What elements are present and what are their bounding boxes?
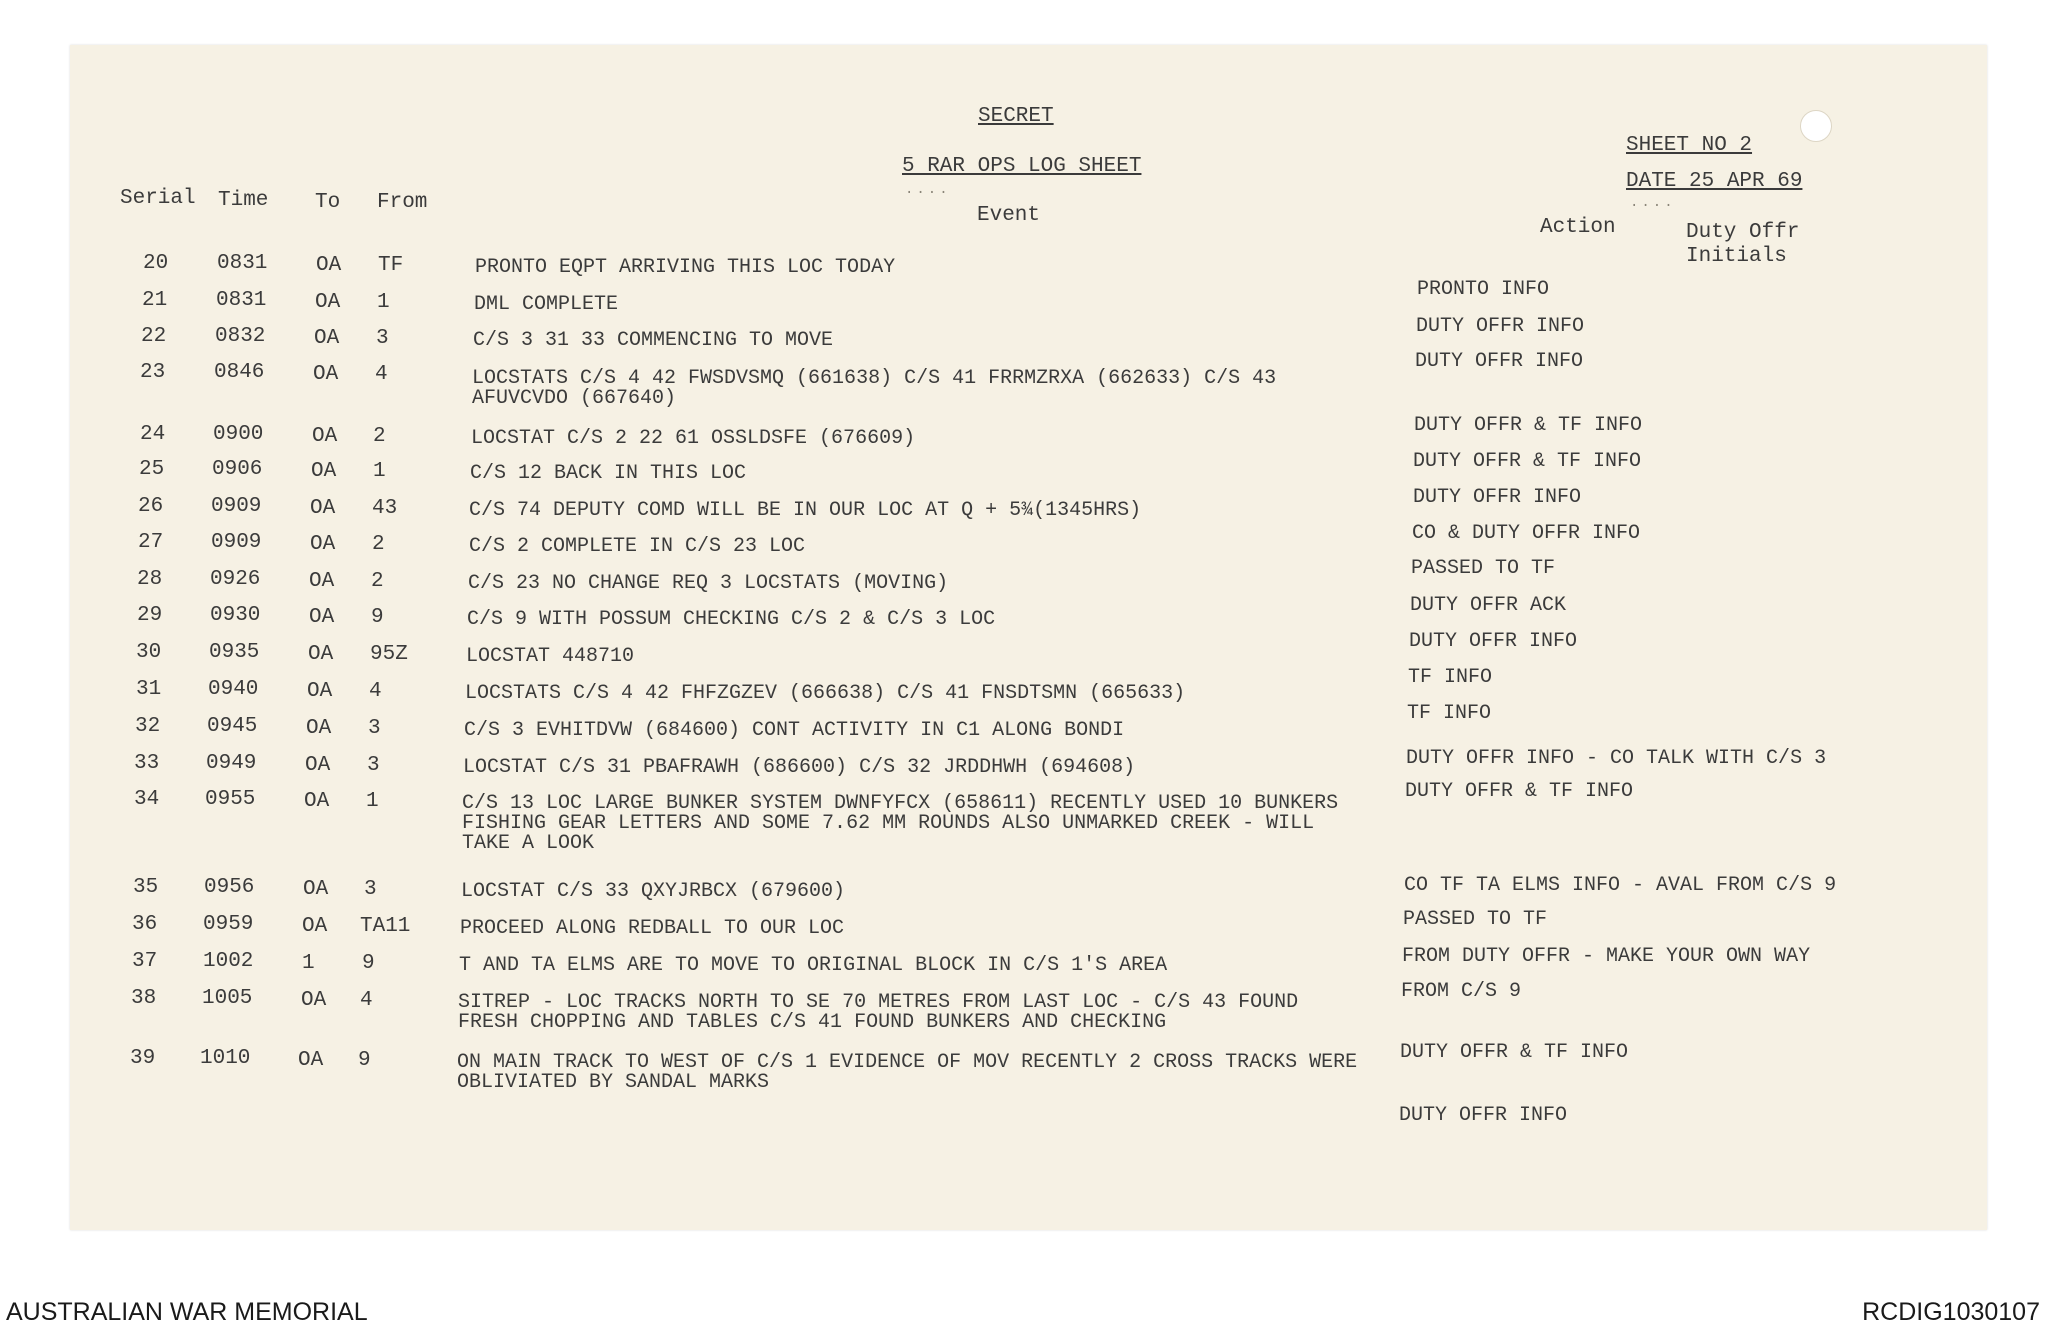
event-text-line: ON MAIN TRACK TO WEST OF C/S 1 EVIDENCE OF MOV RECENTLY 2 CROSS TRACKS WERE: [457, 1051, 1358, 1074]
event-text-line: C/S 3 31 33 COMMENCING TO MOVE: [473, 329, 834, 352]
action-entry: DUTY OFFR INFO - CO TALK WITH C/S 3: [1406, 747, 1827, 770]
serial-cell: 33: [134, 752, 160, 775]
col-header-duty-offr: Duty Offr: [1686, 221, 1800, 244]
to-cell: OA: [309, 570, 335, 593]
event-text-line: C/S 12 BACK IN THIS LOC: [470, 462, 747, 485]
from-cell: 9: [371, 606, 384, 629]
event-text-line: C/S 74 DEPUTY COMD WILL BE IN OUR LOC AT Q + 5¾(1345HRS): [469, 499, 1142, 522]
serial-cell: 21: [142, 289, 168, 312]
event-text-line: OBLIVIATED BY SANDAL MARKS: [457, 1071, 770, 1094]
event-text-line: PRONTO EQPT ARRIVING THIS LOC TODAY: [475, 256, 896, 279]
to-cell: OA: [313, 363, 339, 386]
to-cell: OA: [315, 291, 341, 314]
time-cell: 0831: [217, 252, 268, 275]
time-cell: 0846: [214, 361, 265, 384]
to-cell: 1: [302, 952, 315, 975]
event-text-line: FRESH CHOPPING AND TABLES C/S 41 FOUND BUNKERS AND CHECKING: [458, 1011, 1167, 1034]
serial-cell: 22: [141, 325, 167, 348]
serial-cell: 23: [140, 361, 166, 384]
event-text-line: C/S 23 NO CHANGE REQ 3 LOCSTATS (MOVING): [468, 572, 949, 595]
serial-cell: 34: [134, 788, 160, 811]
from-cell: 4: [360, 989, 373, 1012]
serial-cell: 29: [137, 604, 163, 627]
time-cell: 0930: [210, 604, 261, 627]
time-cell: 0909: [211, 495, 262, 518]
to-cell: OA: [310, 533, 336, 556]
col-header-initials: Initials: [1686, 245, 1787, 268]
serial-cell: 38: [131, 987, 157, 1010]
footer-reference: RCDIG1030107: [1862, 1298, 2040, 1326]
time-cell: 0959: [203, 913, 254, 936]
from-cell: 2: [373, 425, 386, 448]
from-cell: 1: [373, 460, 386, 483]
col-header-action: Action: [1540, 216, 1616, 239]
event-text-line: C/S 13 LOC LARGE BUNKER SYSTEM DWNFYFCX (658611) RECENTLY USED 10 BUNKERS: [462, 792, 1339, 815]
action-entry: TF INFO: [1408, 666, 1493, 689]
action-entry: DUTY OFFR INFO: [1416, 315, 1585, 338]
from-cell: 9: [362, 952, 375, 975]
from-cell: 2: [371, 570, 384, 593]
event-text-line: LOCSTAT C/S 2 22 61 OSSLDSFE (676609): [471, 427, 916, 450]
serial-cell: 35: [133, 876, 159, 899]
event-text-line: T AND TA ELMS ARE TO MOVE TO ORIGINAL BLOCK IN C/S 1'S AREA: [459, 954, 1168, 977]
from-cell: TA11: [360, 915, 411, 938]
title-dots: ····: [905, 185, 951, 201]
time-cell: 0956: [204, 876, 255, 899]
classification-heading: SECRET: [978, 105, 1054, 128]
to-cell: OA: [304, 790, 330, 813]
event-text-line: LOCSTAT C/S 31 PBAFRAWH (686600) C/S 32 JRDDHWH (694608): [463, 756, 1136, 779]
action-entry: TF INFO: [1407, 702, 1492, 725]
action-entry: DUTY OFFR INFO: [1415, 350, 1584, 373]
serial-cell: 28: [137, 568, 163, 591]
event-text-line: DML COMPLETE: [474, 293, 619, 316]
from-cell: 3: [364, 878, 377, 901]
time-cell: 0926: [210, 568, 261, 591]
time-cell: 0909: [211, 531, 262, 554]
event-text-line: LOCSTAT C/S 33 QXYJRBCX (679600): [461, 880, 846, 903]
col-header-time: Time: [218, 189, 269, 212]
to-cell: OA: [306, 717, 332, 740]
from-cell: 4: [369, 680, 382, 703]
to-cell: OA: [314, 327, 340, 350]
footer-source: AUSTRALIAN WAR MEMORIAL: [6, 1298, 368, 1326]
serial-cell: 27: [138, 531, 164, 554]
from-cell: 9: [358, 1049, 371, 1072]
to-cell: OA: [301, 989, 327, 1012]
from-cell: 2: [372, 533, 385, 556]
event-text-line: FISHING GEAR LETTERS AND SOME 7.62 MM ROUNDS ALSO UNMARKED CREEK - WILL: [462, 812, 1315, 835]
action-entry: FROM DUTY OFFR - MAKE YOUR OWN WAY: [1402, 945, 1811, 968]
event-text-line: AFUVCVDO (667640): [472, 387, 677, 410]
event-text-line: SITREP - LOC TRACKS NORTH TO SE 70 METRES FROM LAST LOC - C/S 43 FOUND: [458, 991, 1299, 1014]
event-text-line: C/S 2 COMPLETE IN C/S 23 LOC: [469, 535, 806, 558]
serial-cell: 37: [132, 950, 158, 973]
action-entry: DUTY OFFR INFO: [1413, 486, 1582, 509]
col-header-to: To: [315, 191, 341, 214]
action-entry: CO & DUTY OFFR INFO: [1412, 522, 1641, 545]
time-cell: 0955: [205, 788, 256, 811]
to-cell: OA: [307, 680, 333, 703]
serial-cell: 25: [139, 458, 165, 481]
event-text-line: LOCSTATS C/S 4 42 FHFZGZEV (666638) C/S 41 FNSDTSMN (665633): [465, 682, 1186, 705]
date-dots: ····: [1630, 198, 1676, 214]
from-cell: 43: [372, 497, 398, 520]
from-cell: 3: [367, 754, 380, 777]
time-cell: 0949: [206, 752, 257, 775]
from-cell: TF: [378, 254, 404, 277]
from-cell: 1: [377, 291, 390, 314]
time-cell: 0831: [216, 289, 267, 312]
action-entry: DUTY OFFR & TF INFO: [1413, 450, 1642, 473]
from-cell: 4: [375, 363, 388, 386]
col-header-serial: Serial: [120, 187, 196, 210]
event-text-line: LOCSTAT 448710: [466, 645, 635, 668]
punch-hole: [1800, 110, 1832, 142]
to-cell: OA: [305, 754, 331, 777]
time-cell: 0832: [215, 325, 266, 348]
from-cell: 95Z: [370, 643, 408, 666]
action-entry: PRONTO INFO: [1417, 278, 1550, 301]
time-cell: 1010: [200, 1047, 251, 1070]
sheet-title: 5 RAR OPS LOG SHEET: [902, 155, 1142, 178]
serial-cell: 20: [143, 252, 169, 275]
col-header-from: From: [377, 191, 428, 214]
action-entry: DUTY OFFR ACK: [1410, 594, 1567, 617]
time-cell: 0935: [209, 641, 260, 664]
time-cell: 1005: [202, 987, 253, 1010]
event-text-line: TAKE A LOOK: [462, 832, 595, 855]
action-entry: DUTY OFFR & TF INFO: [1405, 780, 1634, 803]
event-text-line: LOCSTATS C/S 4 42 FWSDVSMQ (661638) C/S 41 FRRMZRXA (662633) C/S 43: [472, 367, 1277, 390]
time-cell: 0906: [212, 458, 263, 481]
action-entry: PASSED TO TF: [1411, 557, 1556, 580]
sheet-number: SHEET NO 2: [1626, 134, 1753, 157]
action-entry: DUTY OFFR & TF INFO: [1400, 1041, 1629, 1064]
serial-cell: 39: [130, 1047, 156, 1070]
event-text-line: C/S 9 WITH POSSUM CHECKING C/S 2 & C/S 3 LOC: [467, 608, 996, 631]
serial-cell: 32: [135, 715, 161, 738]
to-cell: OA: [309, 606, 335, 629]
to-cell: OA: [316, 254, 342, 277]
sheet-date: DATE 25 APR 69: [1626, 170, 1803, 193]
time-cell: 0940: [208, 678, 259, 701]
action-entry: CO TF TA ELMS INFO - AVAL FROM C/S 9: [1404, 874, 1837, 897]
serial-cell: 31: [136, 678, 162, 701]
serial-cell: 26: [138, 495, 164, 518]
to-cell: OA: [311, 460, 337, 483]
to-cell: OA: [302, 915, 328, 938]
action-entry: PASSED TO TF: [1403, 908, 1548, 931]
action-entry: DUTY OFFR INFO: [1399, 1104, 1568, 1127]
from-cell: 3: [368, 717, 381, 740]
from-cell: 1: [366, 790, 379, 813]
action-entry: DUTY OFFR INFO: [1409, 630, 1578, 653]
to-cell: OA: [310, 497, 336, 520]
event-text-line: PROCEED ALONG REDBALL TO OUR LOC: [460, 917, 845, 940]
to-cell: OA: [303, 878, 329, 901]
serial-cell: 36: [132, 913, 158, 936]
to-cell: OA: [312, 425, 338, 448]
time-cell: 0945: [207, 715, 258, 738]
action-entry: DUTY OFFR & TF INFO: [1414, 414, 1643, 437]
to-cell: OA: [308, 643, 334, 666]
time-cell: 0900: [213, 423, 264, 446]
from-cell: 3: [376, 327, 389, 350]
time-cell: 1002: [203, 950, 254, 973]
col-header-event: Event: [977, 204, 1041, 227]
action-entry: FROM C/S 9: [1401, 980, 1522, 1003]
to-cell: OA: [298, 1049, 324, 1072]
serial-cell: 24: [140, 423, 166, 446]
event-text-line: C/S 3 EVHITDVW (684600) CONT ACTIVITY IN C1 ALONG BONDI: [464, 719, 1125, 742]
serial-cell: 30: [136, 641, 162, 664]
